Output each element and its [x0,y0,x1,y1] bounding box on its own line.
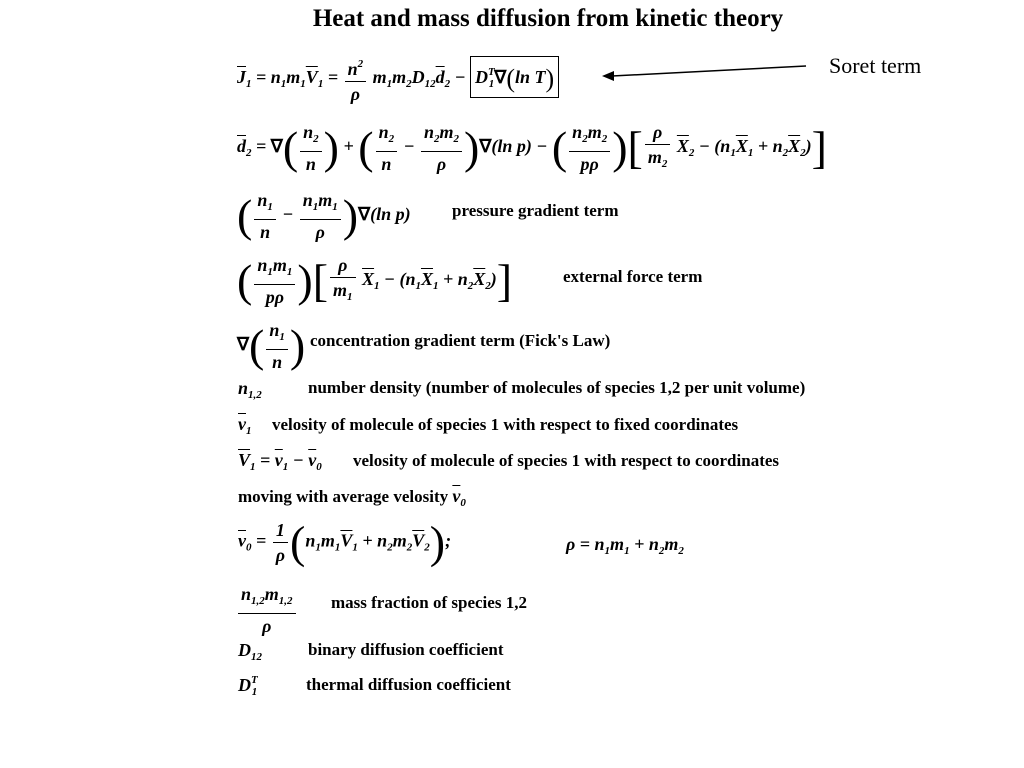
binary-diffusion-symbol: $D_{12}$ [238,640,262,663]
thermal-diffusion-label: thermal diffusion coefficient [306,675,511,694]
d2-equation: $\overline{d}_2$ = ∇( $\frac{n_2}{n}$ ) + ( $\frac{n_2}{n}$ − $\frac{n_2m_2}{\rho}$ )∇(ln p) − ( $\frac{n_2m_2}{p\rho}$ )[ $\frac{\rho}{m_2}$ $\overline{X}_2 - (n_1\overline{X}_1 + n_2\overline{X}_2)$] [237,122,827,174]
mass-fraction-expr: $\frac{n_{1,2}m_{1,2}}{\rho}$ [238,582,296,638]
number-density-label: number density (number of molecules of species 1,2 per unit volume) [308,378,806,397]
soret-term-label: Soret term [829,53,922,78]
relative-velocity-expr: $\overline{V}_1 = \overline{v}_1 - \overline{v}_0$ [238,450,322,473]
binary-diffusion-label: binary diffusion coefficient [308,640,504,659]
velocity-moving-label: velosity of molecule of species 1 with respect to coordinates [353,451,780,470]
external-force-expr: ( $\frac{n_1m_1}{p\rho}$ )[ $\frac{\rho}{m_1}$ $\overline{X}_1 - (n_1\overline{X}_1 + n_2\overline{X}_2)$] [237,255,513,307]
mass-fraction-label: mass fraction of species 1,2 [331,593,527,612]
density-expr: $\rho = n_1m_1 + n_2m_2$ [566,534,684,557]
flux-equation: $\overline{J}_1 = n_1m_1\overline{V}_1$ = $\frac{n^2}{\rho}$ $m_1m_2D_{12}\overline{d}_2 - D^T_1\nabla(\ln$ T) [237,52,559,106]
moving-with-label: moving with average velosity $\overline{v}_0$ [238,486,466,509]
external-force-label: external force term [563,267,703,286]
velocity-fixed-label: velosity of molecule of species 1 with respect to fixed coordinates [272,415,739,434]
number-density-symbol: $n_{1,2}$ [238,378,262,401]
soret-term-box: $D^T_1\nabla(\ln$ T) [470,56,559,98]
concentration-gradient-expr: ∇( $\frac{n_1}{n}$ ) [237,320,306,372]
velocity-symbol: $\overline{v}_1$ [238,414,252,437]
thermal-diffusion-symbol: $D^T_1$ [238,674,258,698]
pressure-gradient-expr: ( $\frac{n_1}{n}$ − $\frac{n_1m_1}{\rho}$ )∇(ln p) [237,190,411,242]
concentration-gradient-label: concentration gradient term (Fick's Law) [310,331,611,350]
page-title: Heat and mass diffusion from kinetic theory [312,5,784,32]
pressure-gradient-label: pressure gradient term [452,201,619,220]
average-velocity-expr: $\overline{v}_0$ = $\frac{1}{\rho}$ $(n_1m_1\overline{V}_1 + n_2m_2\overline{V}_2)$; [238,516,452,568]
